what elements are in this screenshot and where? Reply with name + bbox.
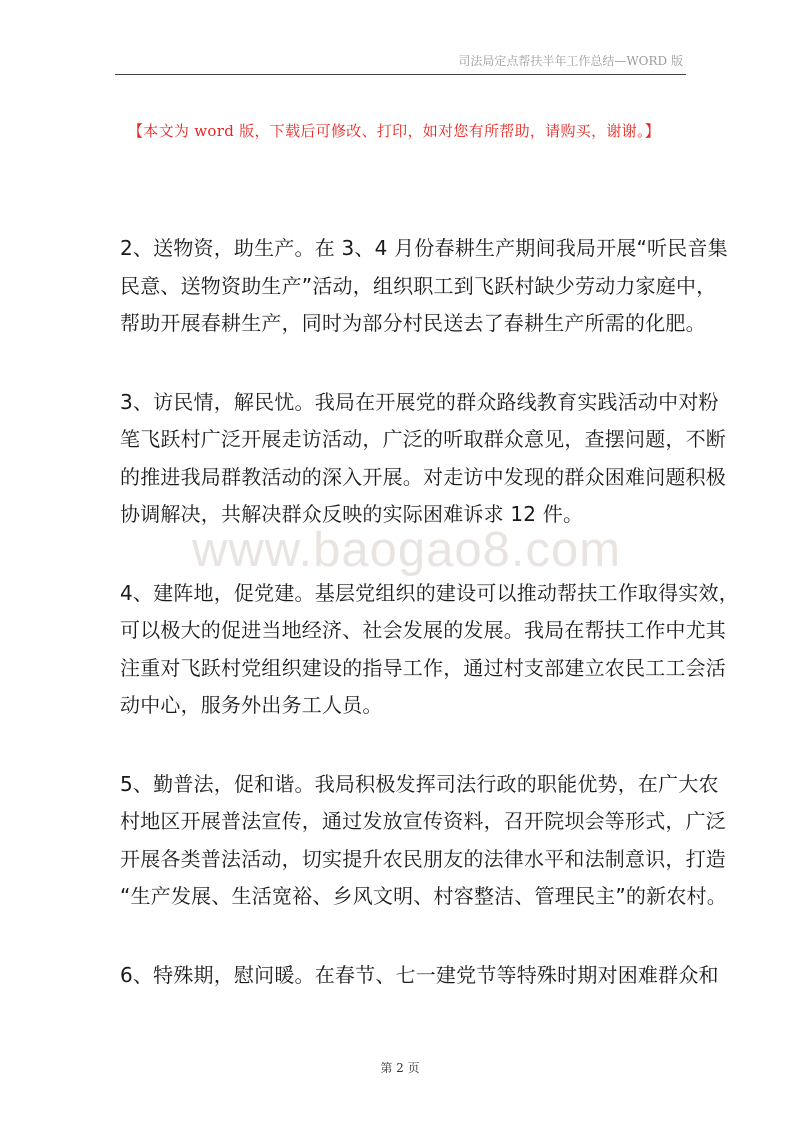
paragraph-line: 笔飞跃村广泛开展走访活动，广泛的听取群众意见，查摆问题，不断 xyxy=(120,427,726,451)
page-number: 第 2 页 xyxy=(380,1061,420,1075)
paragraph-line: 可以极大的促进当地经济、社会发展的发展。我局在帮扶工作中尤其 xyxy=(120,618,726,642)
paragraph-line: 6、特殊期，慰问暖。在春节、七一建党节等特殊时期对困难群众和 xyxy=(120,962,719,987)
paragraph-line: 开展各类普法活动，切实提升农民朋友的法律水平和法制意识，打造 xyxy=(120,846,726,871)
purchase-notice: 【本文为 word 版，下载后可修改、打印，如对您有所帮助，请购买，谢谢。】 xyxy=(128,122,661,140)
document-header-title: 司法局定点帮扶半年工作总结—WORD 版 xyxy=(458,54,683,68)
watermark-text: www.baogao8.com xyxy=(192,523,622,577)
paragraph-line: 村地区开展普法宣传，通过发放宣传资料，召开院坝会等形式，广泛 xyxy=(120,809,726,833)
header-divider xyxy=(115,74,686,75)
paragraph-line: 民意、送物资助生产”活动，组织职工到飞跃村缺少劳动力家庭中， xyxy=(120,273,717,298)
paragraph-item-5 xyxy=(120,766,727,916)
paragraph-line: 2、送物资，助生产。在 3、4 月份春耕生产期间我局开展“听民音集 xyxy=(120,236,728,260)
paragraph-line: 4、建阵地，促党建。基层党组织的建设可以推动帮扶工作取得实效， xyxy=(120,580,739,605)
paragraph-item-6 xyxy=(120,957,719,995)
paragraph-line: “生产发展、生活宽裕、乡风文明、村容整洁、管理民主”的新农村。 xyxy=(120,884,727,908)
paragraph-item-2 xyxy=(120,230,728,343)
paragraph-line: 帮助开展春耕生产，同时为部分村民送去了春耕生产所需的化肥。 xyxy=(120,311,706,335)
paragraph-line: 注重对飞跃村党组织建设的指导工作，通过村支部建立农民工工会活 xyxy=(120,655,726,680)
paragraph-line: 的推进我局群教活动的深入开展。对走访中发现的群众困难问题积极 xyxy=(120,464,726,489)
paragraph-line: 动中心，服务外出务工人员。 xyxy=(120,693,383,717)
paragraph-line: 3、访民情，解民忧。我局在开展党的群众路线教育实践活动中对粉 xyxy=(120,389,719,414)
document-body xyxy=(120,230,739,1035)
paragraph-line: 协调解决，共解决群众反映的实际困难诉求 12 件。 xyxy=(120,502,584,526)
paragraph-line: 5、勤普法，促和谐。我局积极发挥司法行政的职能优势，在广大农 xyxy=(120,771,719,796)
paragraph-item-4 xyxy=(120,575,739,725)
paragraph-item-3 xyxy=(120,384,726,534)
